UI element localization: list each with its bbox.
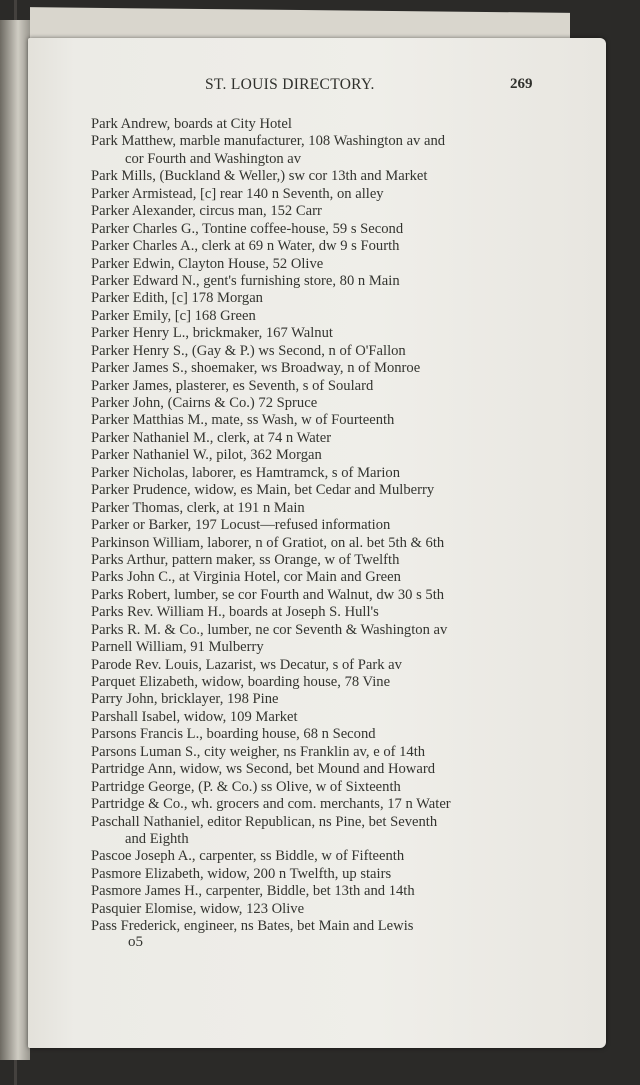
- directory-entry: Parker Emily, [c] 168 Green: [91, 307, 256, 324]
- facing-page-edge: [0, 20, 30, 1060]
- signature-mark: o5: [128, 934, 143, 950]
- directory-entry: Paschall Nathaniel, editor Republican, ns Pine, bet Seventh: [91, 813, 438, 830]
- directory-entry: Parker Matthias M., mate, ss Wash, w of Fourteenth: [91, 412, 395, 429]
- directory-entry: Parode Rev. Louis, Lazarist, ws Decatur, s of Park av: [91, 656, 402, 673]
- directory-entry: Parker Alexander, circus man, 152 Carr: [91, 203, 322, 220]
- directory-entry: Parks Rev. William H., boards at Joseph S. Hull's: [91, 604, 379, 621]
- directory-entries: [91, 116, 551, 936]
- directory-entry: Pass Frederick, engineer, ns Bates, bet Main and Lewis: [91, 918, 414, 935]
- directory-entry: Parker James S., shoemaker, ws Broadway, n of Monroe: [91, 360, 421, 377]
- directory-entry: Parker Henry L., brickmaker, 167 Walnut: [91, 325, 333, 342]
- directory-entry: Parshall Isabel, widow, 109 Market: [91, 708, 298, 725]
- directory-entry: Pasmore Elizabeth, widow, 200 n Twelfth, up stairs: [91, 865, 392, 882]
- directory-entry: Parker Charles A., clerk at 69 n Water, dw 9 s Fourth: [91, 238, 400, 255]
- directory-entry: Partridge George, (P. & Co.) ss Olive, w of Sixteenth: [91, 778, 401, 795]
- directory-entry: Parker or Barker, 197 Locust—refused information: [91, 517, 391, 534]
- directory-entry: Park Andrew, boards at City Hotel: [91, 116, 292, 132]
- directory-entry: Parkinson William, laborer, n of Gratiot, on al. bet 5th & 6th: [91, 534, 445, 551]
- directory-entry: Parker Armistead, [c] rear 140 n Seventh, on alley: [91, 185, 384, 202]
- page-title: ST. LOUIS DIRECTORY.: [205, 76, 375, 93]
- directory-entry: Parker Henry S., (Gay & P.) ws Second, n of O'Fallon: [91, 342, 406, 359]
- directory-entry-continuation: cor Fourth and Washington av: [125, 150, 302, 167]
- directory-entry: Parquet Elizabeth, widow, boarding house, 78 Vine: [91, 674, 391, 690]
- directory-entry: Parker Edwin, Clayton House, 52 Olive: [91, 255, 324, 272]
- directory-entry: Pascoe Joseph A., carpenter, ss Biddle, w of Fifteenth: [91, 848, 405, 865]
- directory-entry: Parry John, bricklayer, 198 Pine: [91, 691, 279, 708]
- directory-entry: Parker Charles G., Tontine coffee-house, 59 s Second: [91, 220, 404, 237]
- directory-entry-continuation: and Eighth: [125, 830, 189, 847]
- page-number: 269: [510, 76, 533, 92]
- directory-entry: Pasquier Elomise, widow, 123 Olive: [91, 900, 305, 917]
- directory-entry: Parsons Luman S., city weigher, ns Franklin av, e of 14th: [91, 743, 426, 760]
- directory-entry: Pasmore James H., carpenter, Biddle, bet 13th and 14th: [91, 883, 415, 900]
- directory-entry: Parks Robert, lumber, se cor Fourth and Walnut, dw 30 s 5th: [91, 586, 445, 603]
- directory-entry: Parks R. M. & Co., lumber, ne cor Seventh & Washington av: [91, 621, 448, 638]
- directory-entry: Parnell William, 91 Mulberry: [91, 639, 264, 656]
- running-header: [0, 76, 640, 98]
- directory-entry: Parker John, (Cairns & Co.) 72 Spruce: [91, 395, 318, 411]
- directory-entry: Partridge & Co., wh. grocers and com. merchants, 17 n Water: [91, 796, 451, 813]
- directory-entry: Parker Nathaniel M., clerk, at 74 n Water: [91, 429, 332, 446]
- directory-entry: Parker James, plasterer, es Seventh, s of Soulard: [91, 377, 374, 394]
- directory-entry: Park Mills, (Buckland & Weller,) sw cor 13th and Market: [91, 168, 428, 185]
- directory-entry: Park Matthew, marble manufacturer, 108 Washington av and: [91, 133, 446, 150]
- directory-entry: Parker Nathaniel W., pilot, 362 Morgan: [91, 447, 322, 464]
- directory-entry: Parks John C., at Virginia Hotel, cor Main and Green: [91, 569, 401, 586]
- directory-entry: Parker Nicholas, laborer, es Hamtramck, s of Marion: [91, 464, 401, 481]
- directory-entry: Parker Thomas, clerk, at 191 n Main: [91, 499, 305, 516]
- directory-entry: Parker Prudence, widow, es Main, bet Cedar and Mulberry: [91, 482, 435, 499]
- directory-entry: Parsons Francis L., boarding house, 68 n Second: [91, 726, 376, 743]
- directory-entry: Partridge Ann, widow, ws Second, bet Mound and Howard: [91, 761, 435, 778]
- directory-entry: Parks Arthur, pattern maker, ss Orange, w of Twelfth: [91, 551, 400, 568]
- directory-entry: Parker Edward N., gent's furnishing store, 80 n Main: [91, 272, 400, 289]
- directory-entry: Parker Edith, [c] 178 Morgan: [91, 290, 263, 307]
